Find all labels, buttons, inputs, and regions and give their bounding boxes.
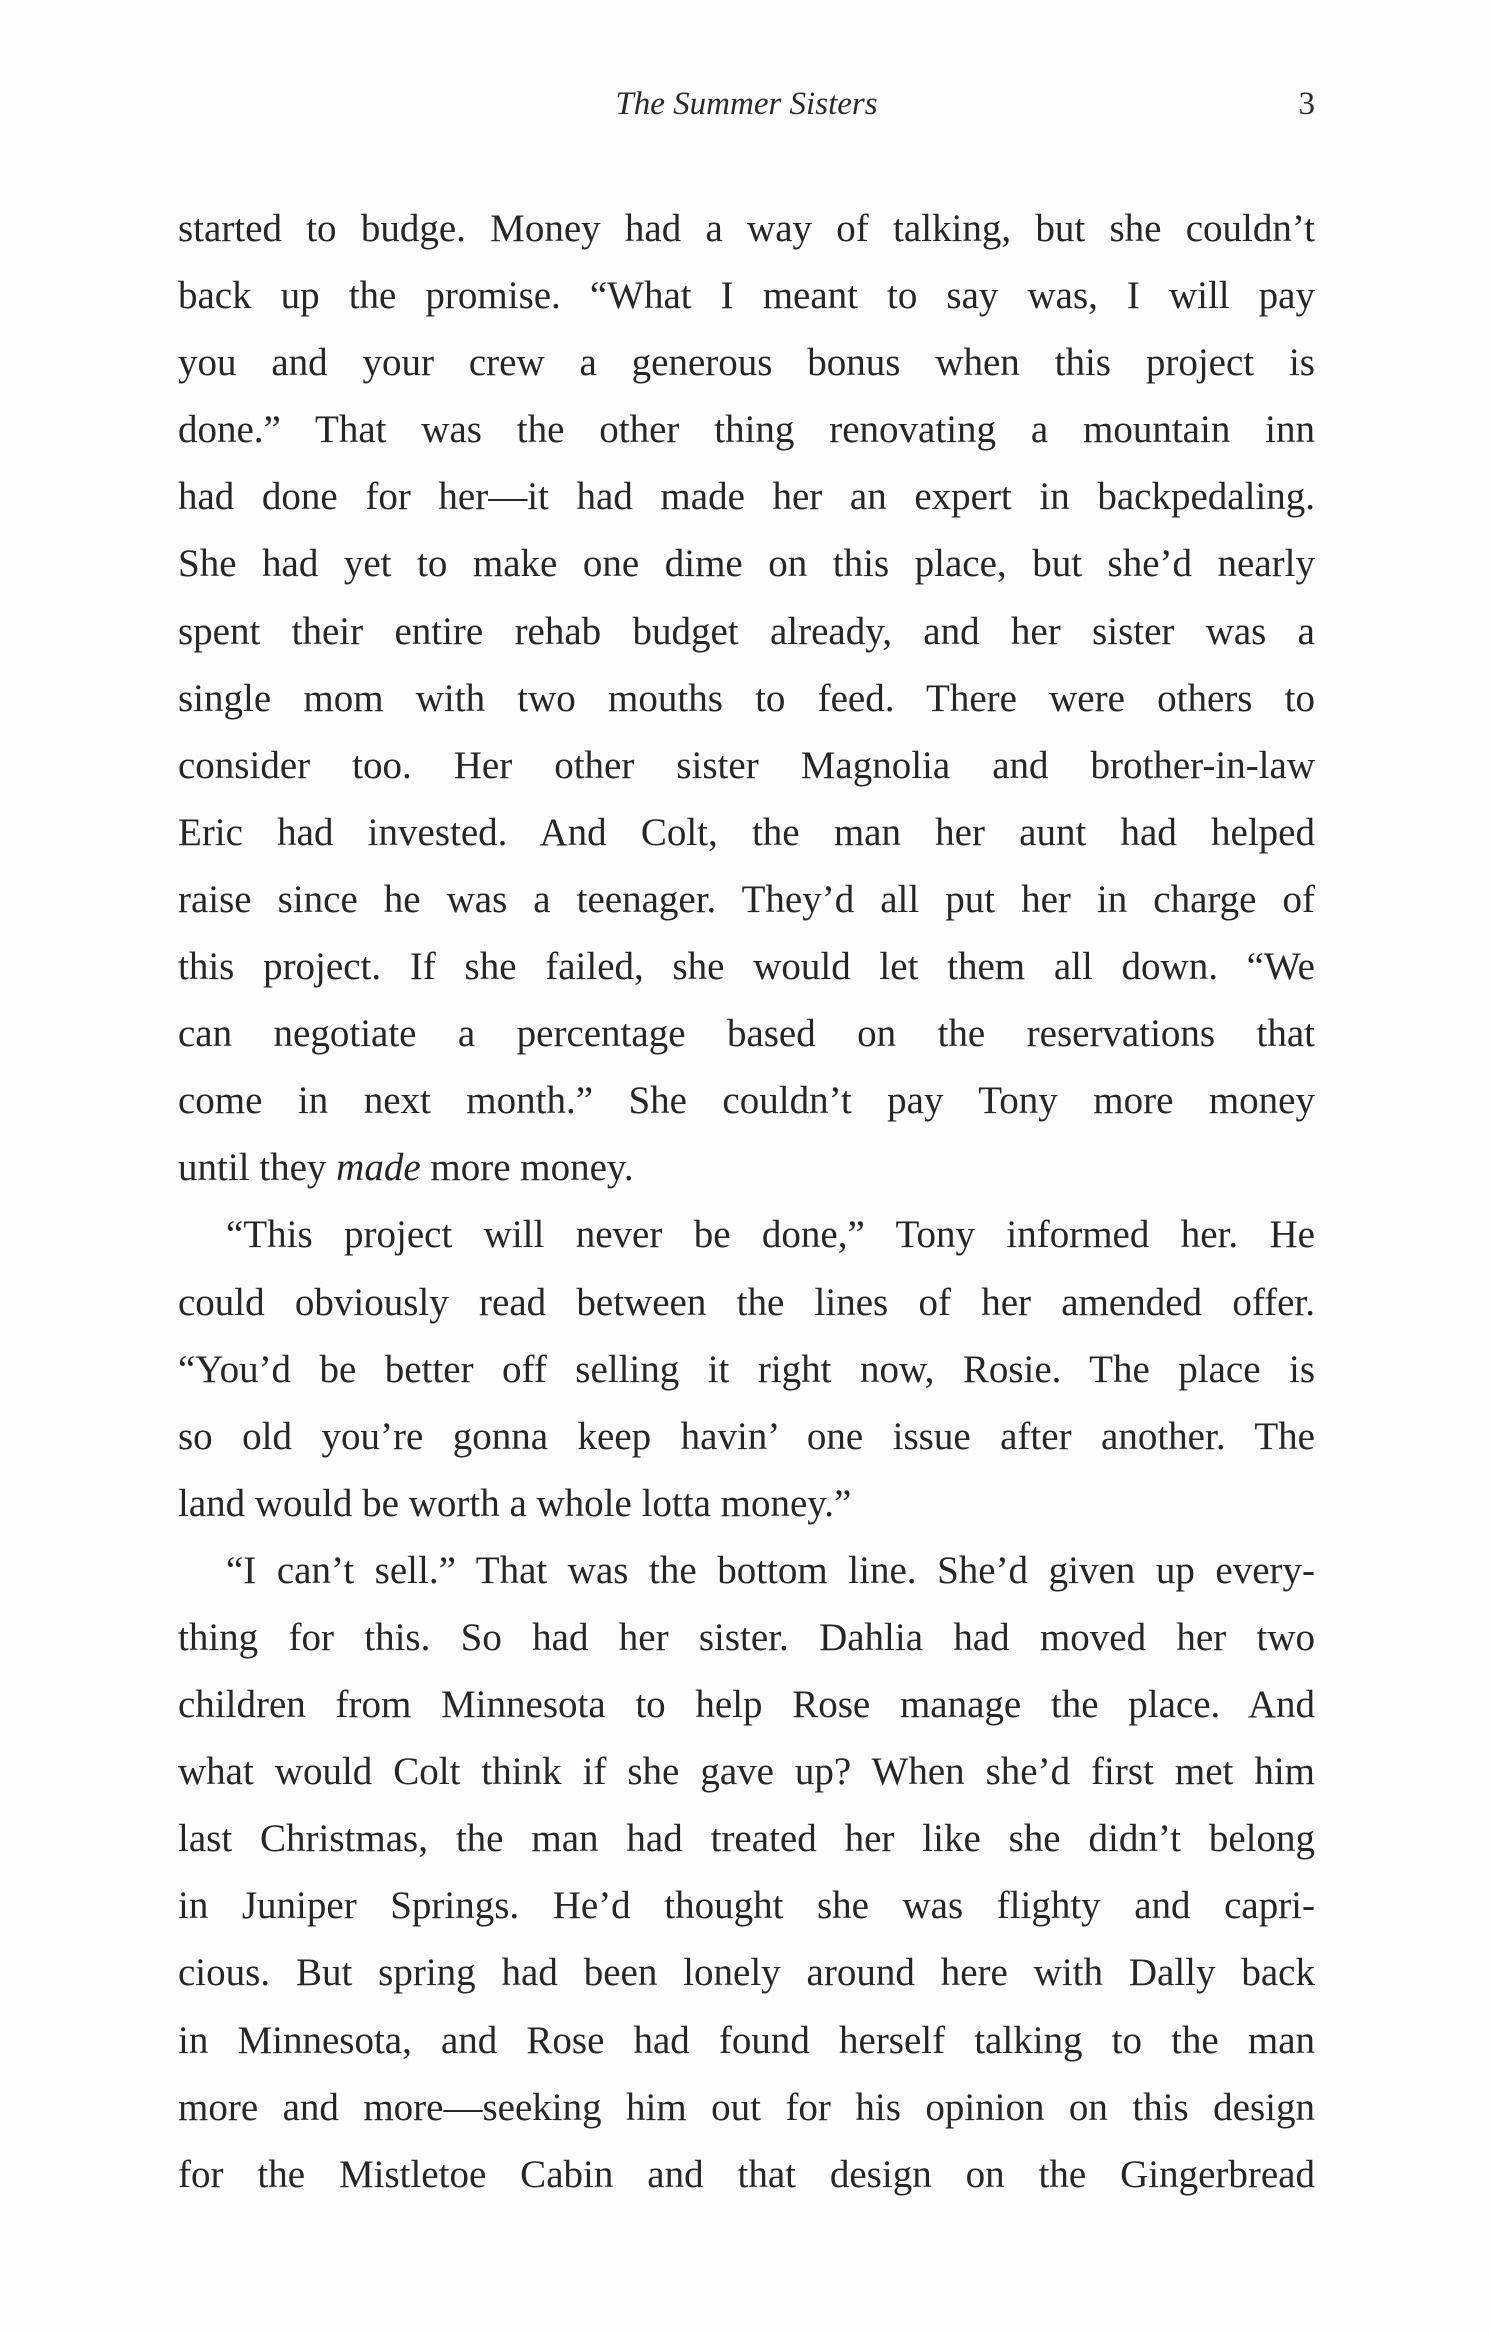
italic-word: made <box>336 1146 421 1190</box>
text-line: single mom with two mouths to feed. There were others to <box>178 676 1315 720</box>
text-line: “You’d be better off selling it right now, Rosie. The place is <box>178 1347 1315 1391</box>
text-line: thing for this. So had her sister. Dahlia had moved her two <box>178 1615 1315 1659</box>
text-line: “I can’t sell.” That was the bottom line. She’d given up every- <box>226 1548 1315 1592</box>
body-text <box>178 195 1315 2208</box>
text-run: more money. <box>420 1146 634 1190</box>
text-line: children from Minnesota to help Rose manage the place. And <box>178 1683 1315 1727</box>
text-line: last Christmas, the man had treated her like she didn’t belong <box>178 1817 1315 1861</box>
text-line: could obviously read between the lines of her amended offer. <box>178 1280 1315 1324</box>
text-line <box>178 1134 1315 1201</box>
running-title: The Summer Sisters <box>615 86 878 122</box>
text-line: back up the promise. “What I meant to say was, I will pay <box>178 274 1315 318</box>
text-line: come in next month.” She couldn’t pay Tony more money <box>178 1079 1315 1123</box>
text-line: Eric had invested. And Colt, the man her aunt had helped <box>178 810 1315 854</box>
text-line: She had yet to make one dime on this place, but she’d nearly <box>178 542 1315 586</box>
text-line: what would Colt think if she gave up? When she’d first met him <box>178 1750 1315 1794</box>
text-line: cious. But spring had been lonely around here with Dally back <box>178 1951 1315 1995</box>
running-head <box>178 86 1315 130</box>
text-line: can negotiate a percentage based on the reservations that <box>178 1012 1315 1056</box>
text-line: consider too. Her other sister Magnolia and brother-in-law <box>178 743 1315 787</box>
text-line: you and your crew a generous bonus when this project is <box>178 341 1315 385</box>
page-number: 3 <box>1298 86 1315 122</box>
text-line: done.” That was the other thing renovating a mountain inn <box>178 408 1315 452</box>
text-line: land would be worth a whole lotta money.” <box>178 1481 852 1525</box>
text-line: spent their entire rehab budget already, and her sister was a <box>178 609 1315 653</box>
text-line: in Juniper Springs. He’d thought she was flighty and capri- <box>178 1884 1315 1928</box>
text-line: raise since he was a teenager. They’d all put her in charge of <box>178 877 1315 921</box>
text-line: this project. If she failed, she would let them all down. “We <box>178 945 1315 989</box>
text-line: so old you’re gonna keep havin’ one issue after another. The <box>178 1414 1315 1458</box>
text-line: for the Mistletoe Cabin and that design on the Gingerbread <box>178 2152 1315 2196</box>
text-line: had done for her—it had made her an expert in backpedaling. <box>178 475 1315 519</box>
text-line: more and more—seeking him out for his opinion on this design <box>178 2085 1315 2129</box>
text-line: “This project will never be done,” Tony informed her. He <box>226 1213 1315 1257</box>
text-run: until they <box>178 1146 337 1190</box>
text-line: in Minnesota, and Rose had found herself talking to the man <box>178 2018 1315 2062</box>
text-line: started to budge. Money had a way of talking, but she couldn’t <box>178 207 1315 250</box>
